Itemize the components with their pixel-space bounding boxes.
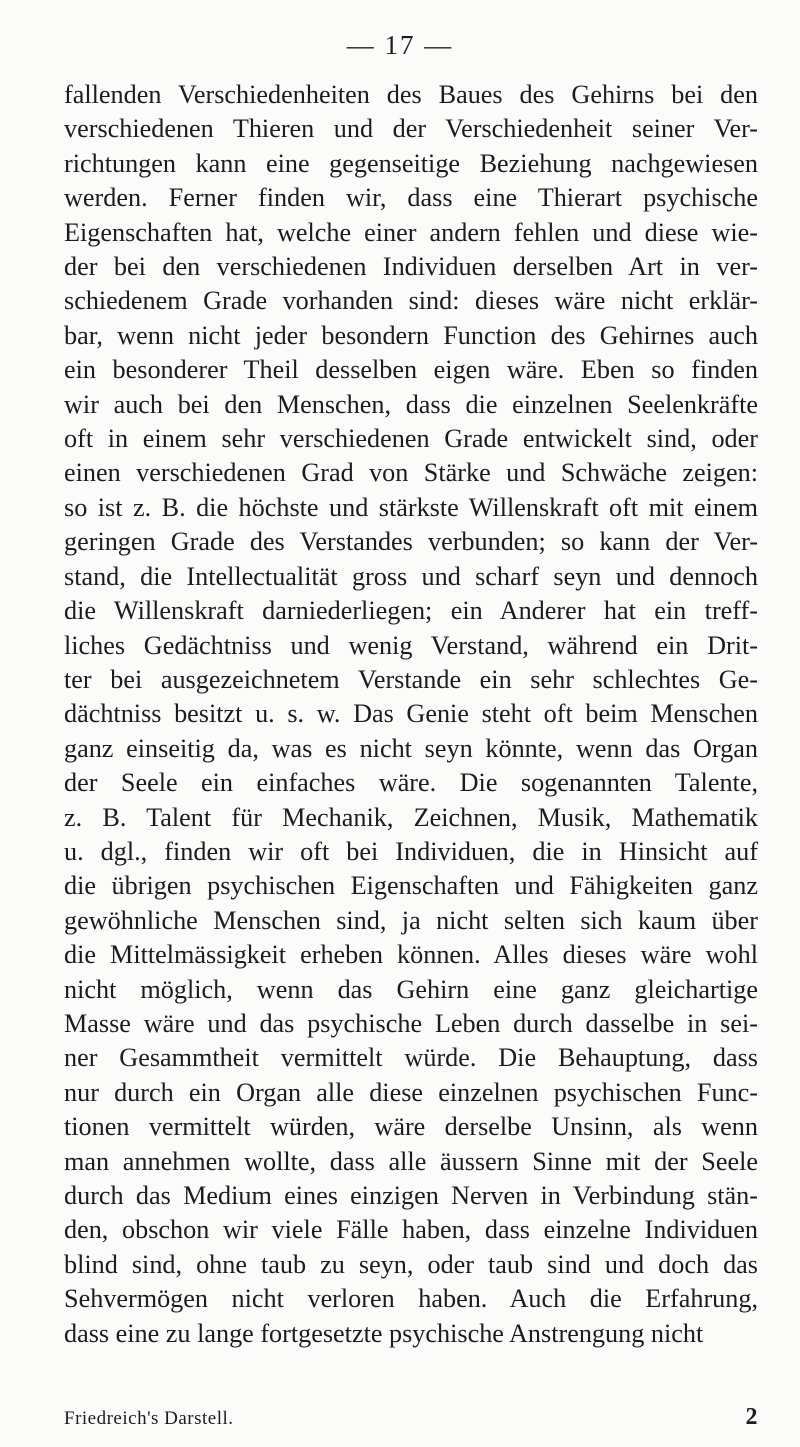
text-line: ter bei ausgezeichnetem Verstande ein sehr schlechtes Ge-: [64, 664, 758, 694]
text-line: bar, wenn nicht jeder besondern Function des Gehirnes auch: [64, 320, 758, 350]
text-line: einen verschiedenen Grad von Stärke und Schwäche zeigen:: [64, 458, 758, 488]
body-text: [64, 78, 758, 1351]
text-line: liches Gedächtniss und wenig Verstand, während ein Drit-: [64, 630, 758, 660]
text-line: verschiedenen Thieren und der Verschiedenheit seiner Ver-: [64, 114, 758, 144]
text-line: die Willenskraft darniederliegen; ein Anderer hat ein treff-: [64, 596, 758, 626]
text-line: der Seele ein einfaches wäre. Die sogenannten Talente,: [64, 768, 758, 798]
text-line: der bei den verschiedenen Individuen derselben Art in ver-: [64, 252, 758, 282]
text-line: tionen vermittelt würden, wäre derselbe Unsinn, als wenn: [64, 1112, 758, 1142]
text-line: blind sind, ohne taub zu seyn, oder taub sind und doch das: [64, 1249, 758, 1279]
text-line: ganz einseitig da, was es nicht seyn könnte, wenn das Organ: [64, 733, 758, 763]
text-line: u. dgl., finden wir oft bei Individuen, die in Hinsicht auf: [64, 836, 758, 866]
text-line: dass eine zu lange fortgesetzte psychische Anstrengung nicht: [64, 1318, 704, 1348]
signature-line: Friedreich's Darstell.: [64, 1408, 234, 1429]
page-footer: [64, 1404, 758, 1434]
text-line: richtungen kann eine gegenseitige Beziehung nachgewiesen: [64, 148, 758, 178]
page-number: — 17 —: [346, 30, 454, 60]
text-line: stand, die Intellectualität gross und scharf seyn und dennoch: [64, 561, 758, 591]
text-line: schiedenem Grade vorhanden sind: dieses wäre nicht erklär-: [64, 286, 758, 316]
text-line: Sehvermögen nicht verloren haben. Auch die Erfahrung,: [64, 1284, 758, 1314]
text-line: nur durch ein Organ alle diese einzelnen psychischen Func-: [64, 1077, 758, 1107]
text-line: geringen Grade des Verstandes verbunden; so kann der Ver-: [64, 527, 758, 557]
text-line: durch das Medium eines einzigen Nerven in Verbindung stän-: [64, 1181, 758, 1210]
text-line: z. B. Talent für Mechanik, Zeichnen, Musik, Mathematik: [64, 802, 758, 832]
sheet-mark: 2: [745, 1404, 758, 1430]
text-line: ner Gesammtheit vermittelt würde. Die Behauptung, dass: [64, 1043, 758, 1073]
text-line: dächtniss besitzt u. s. w. Das Genie steht oft beim Menschen: [64, 699, 758, 729]
text-line: man annehmen wollte, dass alle äussern Sinne mit der Seele: [64, 1146, 758, 1176]
text-line: fallenden Verschiedenheiten des Baues des Gehirns bei den: [64, 80, 758, 109]
text-line: die übrigen psychischen Eigenschaften und Fähigkeiten ganz: [64, 871, 758, 901]
text-line: Masse wäre und das psychische Leben durch dasselbe in sei-: [64, 1008, 758, 1038]
text-line: oft in einem sehr verschiedenen Grade entwickelt sind, oder: [64, 424, 758, 454]
text-line: ein besonderer Theil desselben eigen wäre. Eben so finden: [64, 355, 758, 385]
text-line: den, obschon wir viele Fälle haben, dass einzelne Individuen: [64, 1215, 758, 1245]
text-line: wir auch bei den Menschen, dass die einzelnen Seelenkräfte: [64, 389, 758, 419]
text-line: werden. Ferner finden wir, dass eine Thierart psychische: [64, 183, 758, 213]
text-line: so ist z. B. die höchste und stärkste Willenskraft oft mit einem: [64, 492, 758, 522]
text-line: Eigenschaften hat, welche einer andern fehlen und diese wie-: [64, 217, 758, 247]
text-line: die Mittelmässigkeit erheben können. Alles dieses wäre wohl: [64, 940, 758, 970]
text-line: nicht möglich, wenn das Gehirn eine ganz gleichartige: [64, 974, 758, 1004]
text-line: gewöhnliche Menschen sind, ja nicht selten sich kaum über: [64, 905, 758, 935]
